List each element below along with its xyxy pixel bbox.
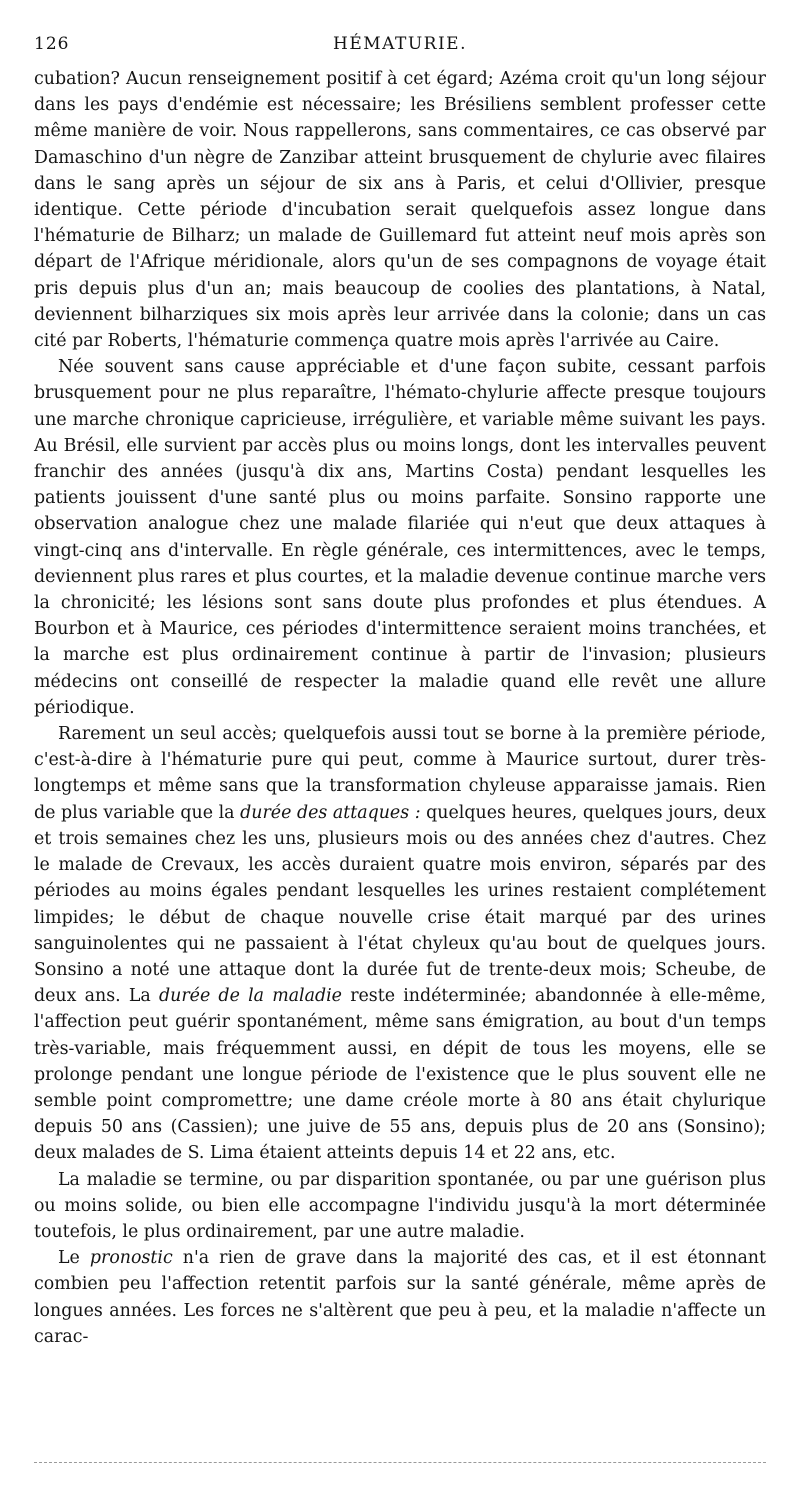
- text-run: La maladie se termine, ou par disparition spontanée, ou par une guérison plus ou moins solide, ou bien elle accompagne l'individu jusqu'à la mort déterminée toutefois, le plus ordinairement, par une autre maladie.: [34, 1169, 766, 1242]
- text-run: Rarement un seul accès; quelquefois aussi tout se borne à la première période, c'est-à-dire à l'hématurie pure qui peut, comme à Maurice surtout, durer très-longtemps et même sans que la transformation chyleuse apparaisse jamais. Rien de plus variable que la: [34, 724, 766, 823]
- body-text: [34, 66, 766, 1350]
- text-run: quelques heures, quelques jours, deux et trois semaines chez les uns, plusieurs mois ou des années chez d'autres. Chez le malade de Crevaux, les accès duraient quatre mois environ, séparés par des périodes au moins égales pendant lesquelles les urines restaient complétement limpides; le début de chaque nouvelle crise était marqué par des urines sanguinolentes qui ne passaient à l'état chyleux qu'au bout de quelques jours. Sonsino a noté une attaque dont la durée fut de trente-deux mois; Scheube, de deux ans. La: [34, 802, 766, 1007]
- paragraph: [34, 1245, 766, 1350]
- running-title: HÉMATURIE.: [333, 34, 467, 54]
- italic-phrase: durée de la maladie: [159, 986, 342, 1007]
- paragraph: [34, 66, 766, 354]
- text-run: Le: [58, 1248, 90, 1269]
- paragraph: [34, 721, 766, 1166]
- italic-phrase: durée des attaques :: [240, 802, 421, 823]
- paragraph: [34, 1167, 766, 1246]
- italic-phrase: pronostic: [89, 1248, 173, 1269]
- text-run: reste indéterminée; abandonnée à elle-même, l'affection peut guérir spontanément, même sans émigration, au bout d'un temps très-variable, mais fréquemment aussi, en dépit de tous les moyens, elle se prolonge pendant une longue période de l'existence que le plus souvent elle ne semble point compromettre; une dame créole morte à 80 ans était chylurique depuis 50 ans (Cassien); une juive de 55 ans, depuis plus de 20 ans (Sonsino); deux malades de S. Lima étaient atteints depuis 14 et 22 ans, etc.: [34, 986, 766, 1164]
- text-run: n'a rien de grave dans la majorité des cas, et il est étonnant combien peu l'affection retentit parfois sur la santé générale, même après de longues années. Les forces ne s'altèrent que peu à peu, et la maladie n'affecte un carac-: [34, 1248, 766, 1347]
- footer-rule: [34, 1462, 766, 1463]
- page-number: 126: [34, 34, 70, 54]
- text-run: Née souvent sans cause appréciable et d'une façon subite, cessant parfois brusquement pour ne plus reparaître, l'hémato-chylurie affecte presque toujours une marche chronique capricieuse, irrégulière, et variable même suivant les pays. Au Brésil, elle survient par accès plus ou moins longs, dont les intervalles peuvent franchir des années (jusqu'à dix ans, Martins Costa) pendant lesquelles les patients jouissent d'une santé plus ou moins parfaite. Sonsino rapporte une observation analogue chez une malade filariée qui n'eut que deux attaques à vingt-cinq ans d'intervalle. En règle générale, ces intermittences, avec le temps, deviennent plus rares et plus courtes, et la maladie devenue continue marche vers la chronicité; les lésions sont sans doute plus profondes et plus étendues. A Bourbon et à Maurice, ces périodes d'intermittence seraient moins tranchées, et la marche est plus ordinairement continue à partir de l'invasion; plusieurs médecins ont conseillé de respecter la maladie quand elle revêt une allure périodique.: [34, 357, 766, 718]
- text-run: cubation? Aucun renseignement positif à cet égard; Azéma croit qu'un long séjour dans les pays d'endémie est nécessaire; les Brésiliens semblent professer cette même manière de voir. Nous rappellerons, sans commentaires, ce cas observé par Damaschino d'un nègre de Zanzibar atteint brusquement de chylurie avec filaires dans le sang après un séjour de six ans à Paris, et celui d'Ollivier, presque identique. Cette période d'incubation serait quelquefois assez longue dans l'hématurie de Bilharz; un malade de Guillemard fut atteint neuf mois après son départ de l'Afrique méridionale, alors qu'un de ses compagnons de voyage était pris depuis plus d'un an; mais beaucoup de coolies des plantations, à Natal, deviennent bilharziques six mois après leur arrivée dans la colonie; dans un cas cité par Roberts, l'hématurie commença quatre mois après l'arrivée au Caire.: [34, 69, 766, 352]
- paragraph: [34, 354, 766, 721]
- running-header: [34, 30, 766, 60]
